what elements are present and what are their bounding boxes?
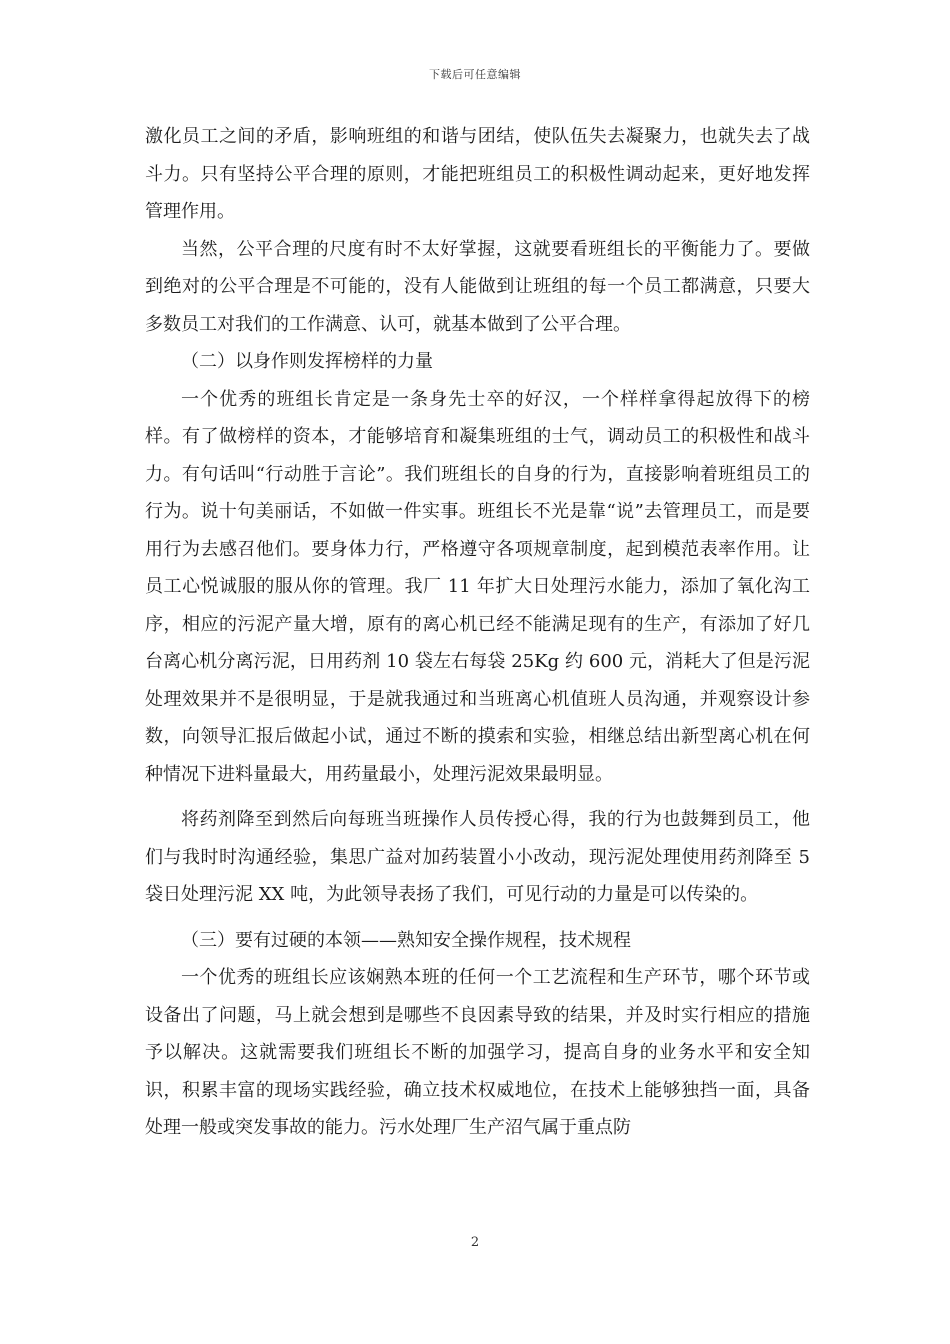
section-heading-3: （三）要有过硬的本领——熟知安全操作规程，技术规程	[181, 929, 631, 951]
paragraph-continuation: 激化员工之间的矛盾，影响班组的和谐与团结，使队伍失去凝聚力，也就失去了战斗力。只有坚持公平合理的原则，才能把班组员工的积极性调动起来，更好地发挥管理作用。	[145, 126, 810, 222]
paragraph-fairness: 当然，公平合理的尺度有时不太好掌握，这就要看班组长的平衡能力了。要做到绝对的公平合理是不可能的，没有人能做到让班组的每一个员工都满意，只要大多数员工对我们的工作满意、认可，就基本做到了公平合理。	[145, 238, 810, 335]
page-header: 下载后可任意编辑	[429, 68, 521, 81]
document-body	[145, 118, 810, 1147]
paragraph-reagent: 将药剂降至到然后向每班当班操作人员传授心得，我的行为也鼓舞到员工，他们与我时时沟通经验，集思广益对加药装置小小改动，现污泥处理使用药剂降至 5 袋日处理污泥 XX 吨，为此领导表扬了我们，可见行动的力量是可以传染的。	[145, 809, 810, 905]
page-number: 2	[470, 1235, 480, 1250]
paragraph-role-model: 一个优秀的班组长肯定是一条身先士卒的好汉，一个样样拿得起放得下的榜样。有了做榜样的资本，才能够培育和凝集班组的士气，调动员工的积极性和战斗力。有句话叫“行动胜于言论”。我们班组长的自身的行为，直接影响着班组员工的行为。说十句美丽话，不如做一件实事。班组长不光是靠“说”去管理员工，而是要用行为去感召他们。要身体力行，严格遵守各项规章制度，起到模范表率作用。让员工心悦诚服的服从你的管理。我厂 11 年扩大日处理污水能力，添加了氧化沟工序，相应的污泥产量大增，原有的离心机已经不能满足现有的生产，有添加了好几台离心机分离污泥，日用药剂 10 袋左右每袋 25Kg 约 600 元，消耗大了但是污泥处理效果并不是很明显，于是就我通过和当班离心机值班人员沟通，并观察设计参数，向领导汇报后做起小试，通过不断的摸索和实验，相继总结出新型离心机在何种情况下进料量最大，用药量最小，处理污泥效果最明显。	[145, 388, 810, 785]
paragraph-skills: 一个优秀的班组长应该娴熟本班的任何一个工艺流程和生产环节，哪个环节或设备出了问题，马上就会想到是哪些不良因素导致的结果，并及时实行相应的措施予以解决。这就需要我们班组长不断的加强学习，提高自身的业务水平和安全知识，积累丰富的现场实践经验，确立技术权威地位，在技术上能够独挡一面，具备处理一般或突发事故的能力。污水处理厂生产沼气属于重点防	[145, 967, 810, 1138]
section-heading-2: （二）以身作则发挥榜样的力量	[181, 351, 433, 372]
